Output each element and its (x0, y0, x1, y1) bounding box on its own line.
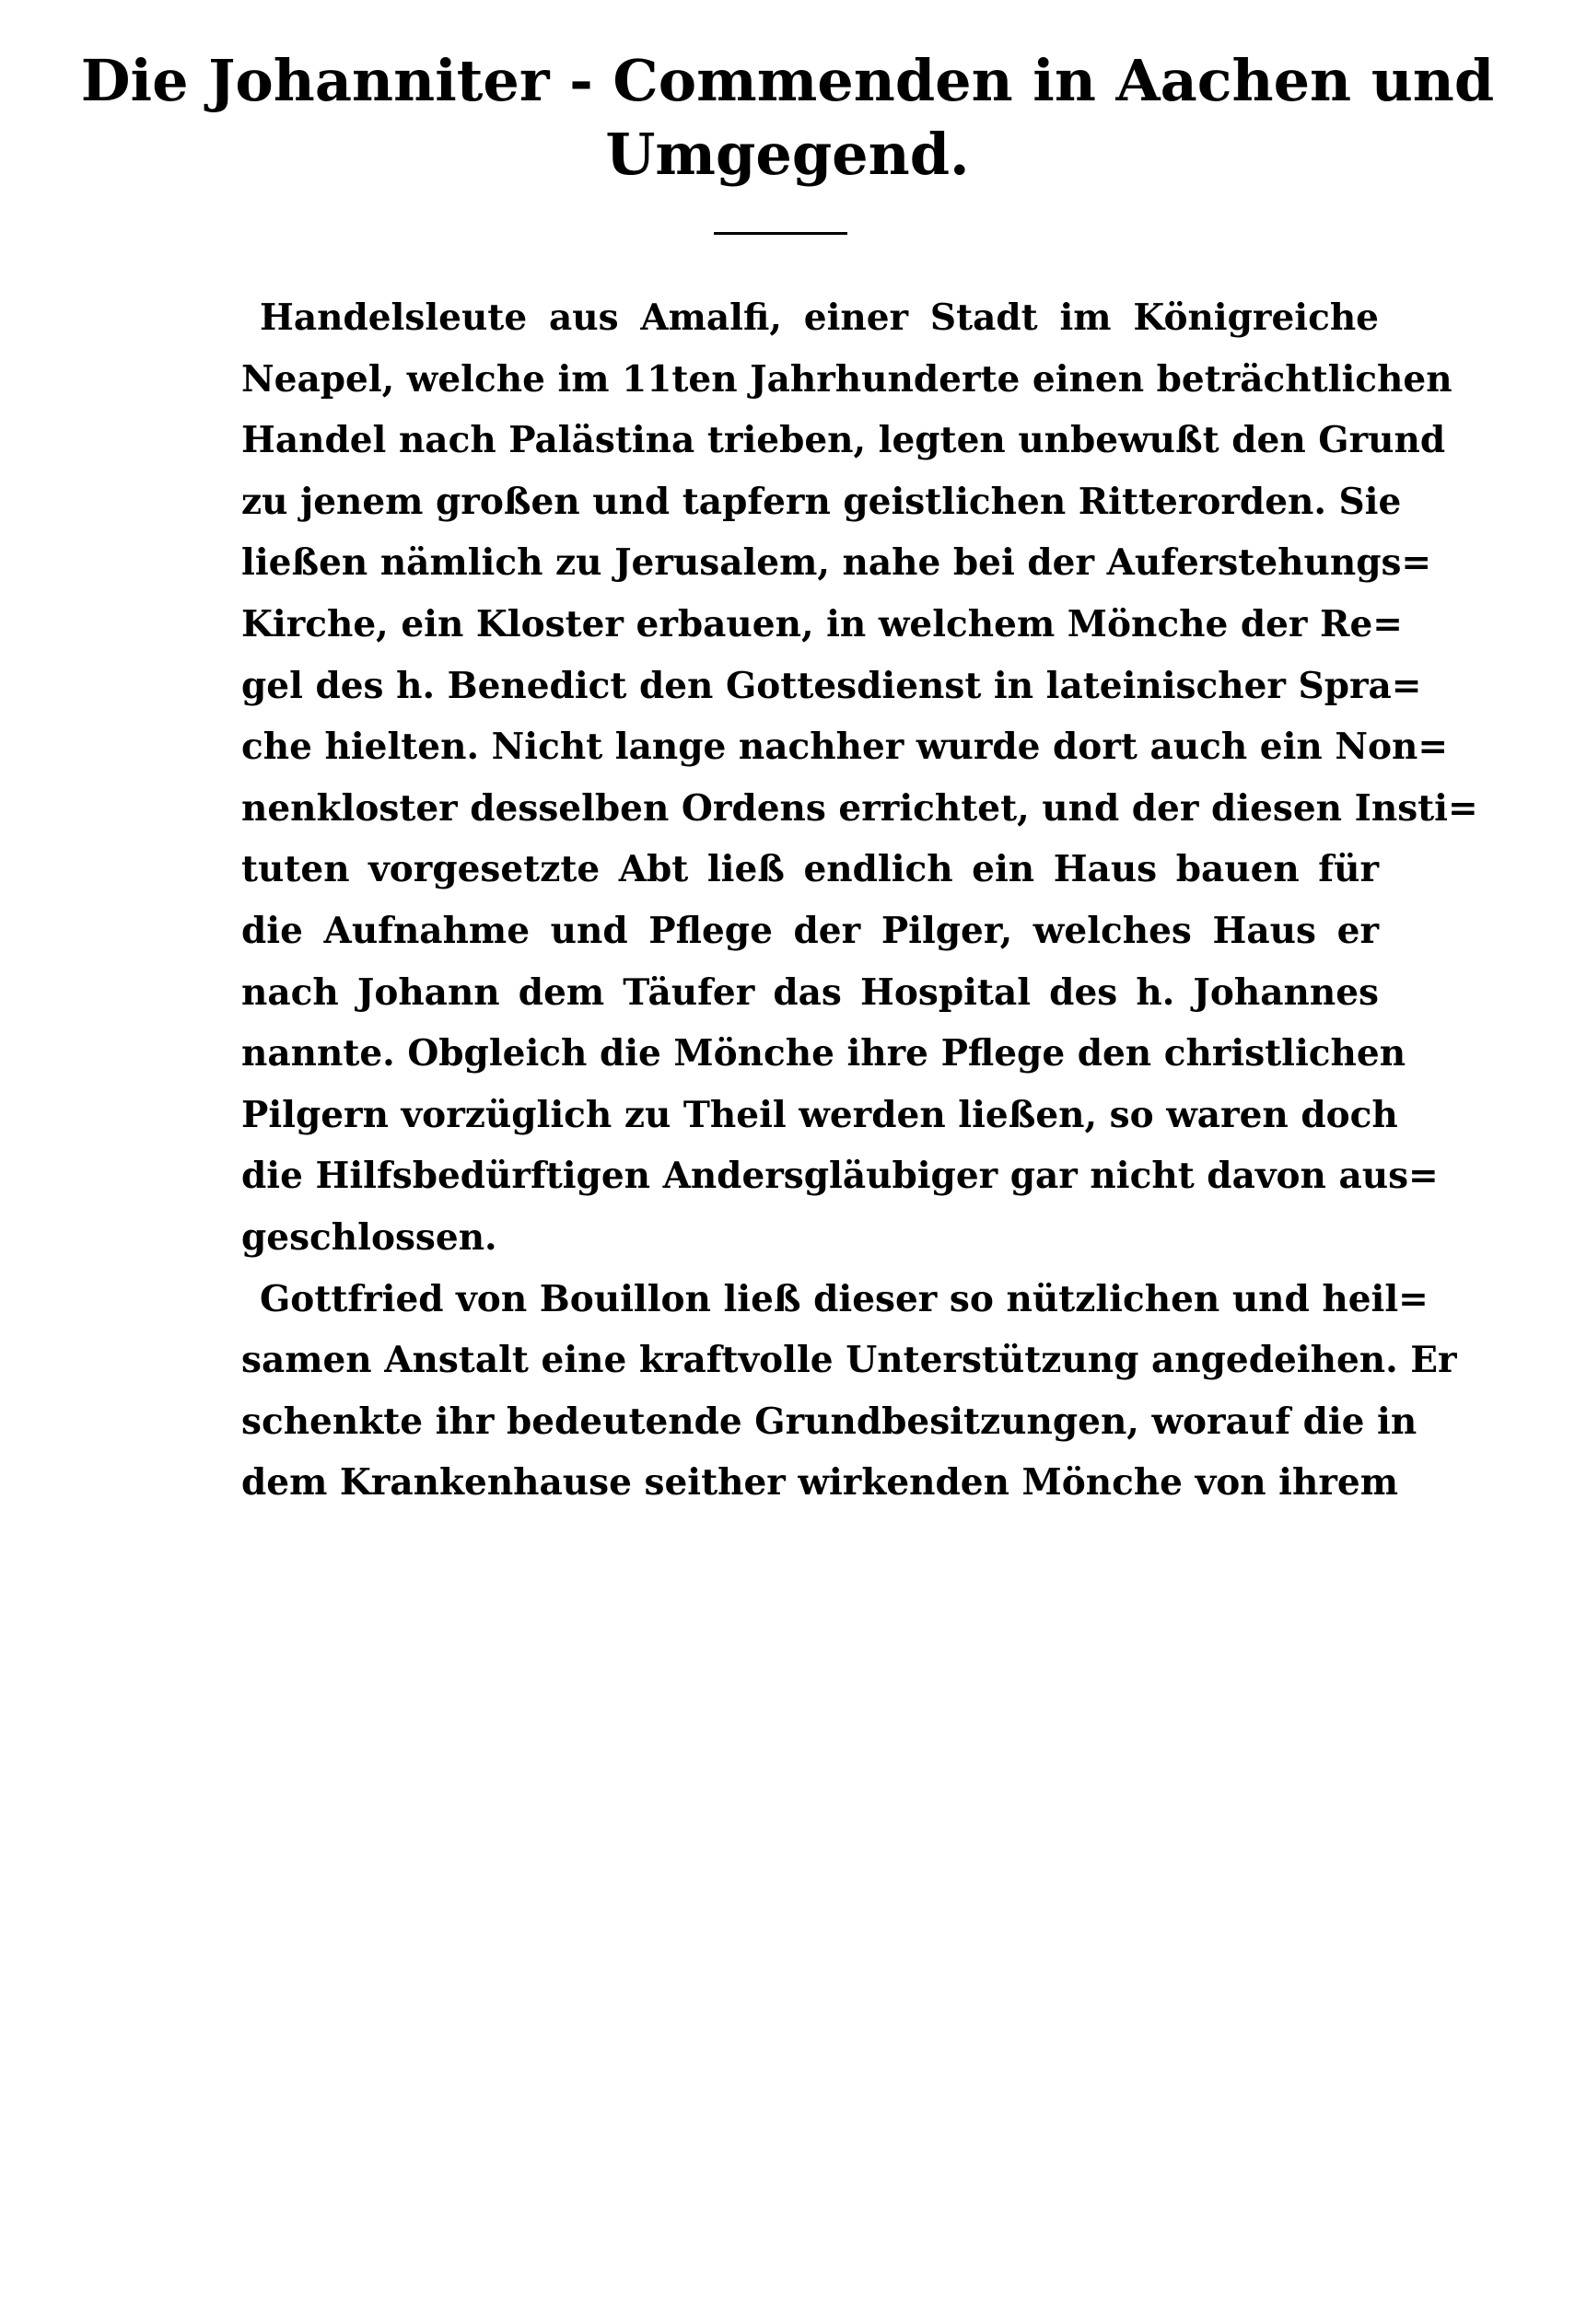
text-line: die Hilfsbedürftigen Andersgläubiger gar nicht davon aus= (241, 1155, 1439, 1198)
paragraph-1 (241, 287, 1478, 1269)
page-title-line-1: Die Johanniter - Commenden in Aachen und (80, 47, 1495, 114)
text-line: geschlossen. (241, 1215, 497, 1259)
text-line: che hielten. Nicht lange nachher wurde dort auch ein Non= (241, 726, 1449, 769)
text-line: die Aufnahme und Pflege der Pilger, welches Haus er (241, 909, 1379, 952)
text-line: tuten vorgesetzte Abt ließ endlich ein Haus bauen für (241, 848, 1379, 891)
text-line: Neapel, welche im 11ten Jahrhunderte einen beträchtlichen (241, 357, 1452, 401)
page-title-line-2: Umgegend. (605, 121, 970, 188)
text-line: gel des h. Benedict den Gottesdienst in lateinischer Spra= (241, 664, 1422, 707)
text-line: Gottfried von Bouillon ließ dieser so nützlichen und heil= (260, 1277, 1429, 1320)
text-line: nach Johann dem Täufer das Hospital des h. Johannes (241, 970, 1379, 1014)
body-text (241, 287, 1478, 1514)
text-line: Handel nach Palästina trieben, legten unbewußt den Grund (241, 419, 1446, 462)
text-line: Kirche, ein Kloster erbauen, in welchem Mönche der Re= (241, 602, 1403, 645)
text-line: Handelsleute aus Amalfi, einer Stadt im Königreiche (260, 296, 1379, 339)
text-line: nenkloster desselben Ordens errichtet, und der diesen Insti= (241, 786, 1478, 830)
text-line: ließen nämlich zu Jerusalem, nahe bei der Auferstehungs= (241, 541, 1432, 585)
title-divider (714, 232, 847, 235)
text-line: Pilgern vorzüglich zu Theil werden ließen, so waren doch (241, 1093, 1398, 1136)
text-line: zu jenem großen und tapfern geistlichen Ritterorden. Sie (241, 480, 1402, 523)
text-line: dem Krankenhause seither wirkenden Mönche von ihrem (241, 1461, 1398, 1505)
text-line: nannte. Obgleich die Mönche ihre Pflege den christlichen (241, 1032, 1406, 1075)
paragraph-2 (241, 1269, 1457, 1514)
text-line: samen Anstalt eine kraftvolle Unterstützung angedeihen. Er (241, 1339, 1457, 1382)
text-line: schenkte ihr bedeutende Grundbesitzungen, worauf die in (241, 1400, 1418, 1443)
